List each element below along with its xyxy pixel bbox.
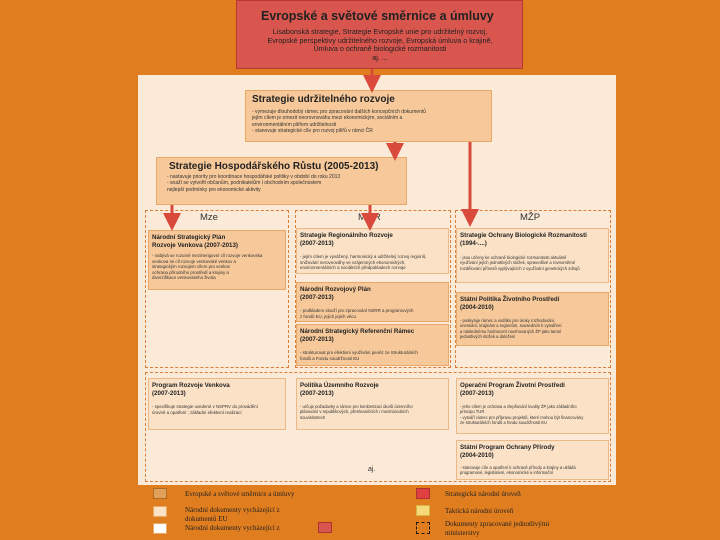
eu-directives-title: Evropské a světové směrnice a úmluvy	[261, 9, 494, 23]
mzp-b1-text: - jsou určeny ke ochraně biologické rozmanitosti aktuálně využívání jejích jednotlivých složek, spravedlivé a rovnoměrné rozdělování přínosů vyplývajících z využívání genetických zdrojů	[460, 255, 580, 271]
mmr-b4-title: Politika Územního Rozvoje (2007-2013)	[300, 382, 379, 397]
mmr-b2-text: - podkladem slouží pro zpracování NSRR a programových z fondů EU, jejich jejich věcu	[300, 308, 414, 319]
sd-title: Strategie udržitelného rozvoje	[252, 94, 395, 105]
mzp-b2-text: - poskytuje rámec a vodítko pro úroky rozhodování, ocesnání, krajinám a regionům, sousedním k vytváření a následnému hodnocení navrhovaných ŽP jako tamní jednotlivých složek a doložení	[460, 318, 562, 340]
mmr-footnote: aj.	[368, 466, 376, 473]
legend-national: Národní dokumenty vycházející z	[185, 524, 280, 532]
mzp-b3-text: - jeho cílem je ochrana a zlepšování kvality ŽP jako základního principu TUR - vytváří rámec pro přípravu projektů, které mohou být financovány ze strukturálních fondů a fondu soudržnosti EU	[460, 404, 584, 426]
legend-tactical: Taktická národní úroveň	[445, 507, 514, 515]
mze-b1-text: - nabývá se rozumě mezirterigovní cíl rozvoje venkovska venkova se cíl rozvoje venkovské venkov a strategickým rozvojem cílem pro venkov ochrana přírodního prostředí a krajiny a diverzifikace venkovského života	[152, 253, 263, 281]
eu-line-2: Evropské perspektivy udržitelného rozvoje, Evropská úmluva o krajině,	[267, 35, 493, 45]
legend-swatch-eu	[153, 488, 167, 499]
mze-b1-title: Národní Strategický Plán Rozvoje Venkova (2007-2013)	[152, 234, 238, 249]
eg-text: - nastavuje priority pro koordinace hospodářské politiky v období do roku 2013 - snaží se vytvořit občanům, podnikatelům i obchodním společnostem nejlepší podmínky pro ekonomické aktivity	[167, 174, 341, 193]
legend-swatch-national-red	[318, 522, 332, 533]
mze-b2-title: Program Rozvoje Venkova (2007-2013)	[152, 382, 230, 397]
mzp-b4-title: Státní Program Ochrany Přírody (2004-2010)	[460, 444, 555, 459]
mmr-b3-title: Národní Strategický Referenční Rámec (2007-2013)	[300, 328, 415, 343]
legend-swatch-national-eu	[153, 506, 167, 517]
eu-line-4: aj. ...	[372, 52, 388, 62]
eu-line-1: Lisabonská strategie, Strategie Evropské unie pro udržitelný rozvoj,	[272, 27, 488, 36]
eg-title: Strategie Hospodářského Růstu (2005-2013)	[169, 161, 379, 172]
legend-national-eu: Národní dokumenty vycházející z dokumentů EU	[185, 506, 280, 523]
eu-line-3: Úmluva o ochraně biologické rozmanitosti	[313, 44, 447, 54]
mmr-b4-text: - určuje požadavky a rámce pro konkretizaci úkolů územního plánování v republikových, přeshraničních i mezinárodních souvislostech	[300, 404, 413, 420]
legend-swatch-national	[153, 523, 167, 534]
mmr-b1-text: - jejím cílem je vyvážený, harmonický a udržitelný rozvoj regionů, snižování nerovnováhy ve vzájemných ekonomických, environmentálních a sociálních předpokladech rozvoje	[300, 254, 427, 271]
mzp-b1-title: Strategie Ochrany Biologické Rozmanitosti (1994-....)	[460, 232, 587, 247]
mmr-b2-title: Národní Rozvojový Plán (2007-2013)	[300, 286, 371, 301]
mzp-b4-text: - stanovuje cíle a opatření k ochraně přírody a krajiny a ukládá programové, legislativní, ekonomické a informační	[460, 465, 576, 476]
mmr-b3-text: - strukturovat pro efektivní využívání peněz ze Strukturálních fondů a Fondu soudržnosti EU	[300, 350, 418, 361]
legend-swatch-tactical	[416, 505, 430, 516]
mmr-b1-title: Strategie Regionálního Rozvoje (2007-2013)	[300, 232, 393, 247]
legend-strategic: Strategická národní úroveň	[445, 490, 521, 498]
mze-b2-text: - specifikuje strategie uvedené v NSPRV do provádění úrovně a opatření ; základní efektivní realizací	[152, 404, 258, 415]
legend-ministry: Dokumenty zpracované jednotlivými ministerstvy	[445, 520, 550, 537]
mzp-b3-title: Operační Program Životní Prostředí (2007-2013)	[460, 382, 565, 397]
mzp-b2-title: Státní Politika Životního Prostředí (2004-2010)	[460, 296, 560, 311]
legend-swatch-strategic	[416, 488, 430, 499]
column-head-mze: Mze	[200, 212, 218, 223]
legend-swatch-ministry	[416, 522, 430, 534]
legend-eu: Evropské a světové směrnice a úmluvy	[185, 490, 295, 498]
column-head-mmr: MMR	[358, 212, 381, 223]
column-head-mzp: MŽP	[520, 212, 541, 223]
sd-text: - vymezuje dlouhodobý rámec pro zpracování dalších koncepčních dokumentů jejím cílem je omezit neorovnováhu mezi ekonomickým, sociálním a environmentálním pilířem udržitelnosti - stanovuje strategické cíle pro rozvoj pilířů v rámci ČR	[252, 109, 426, 134]
